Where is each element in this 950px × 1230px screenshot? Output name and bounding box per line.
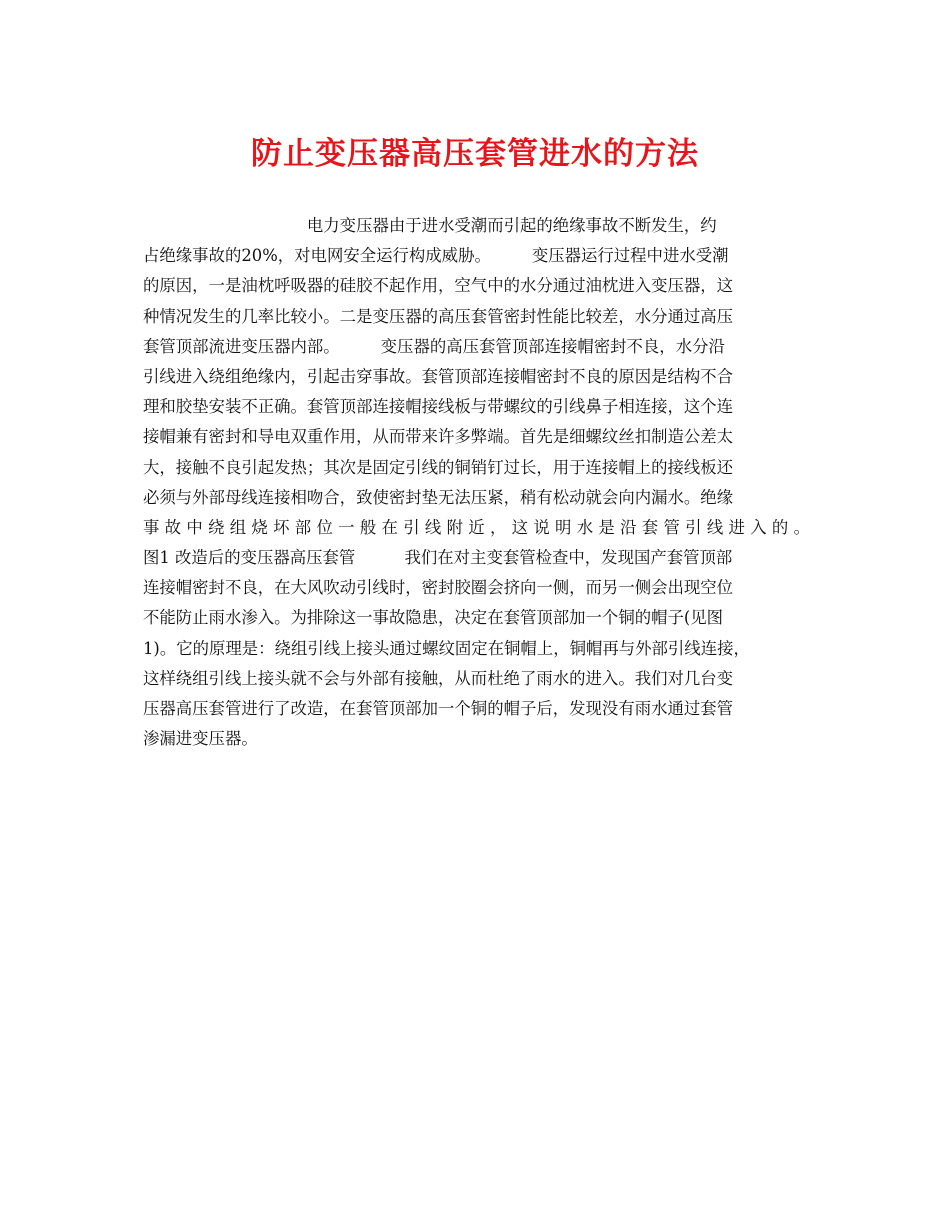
document-body: [143, 211, 810, 754]
body-line: 理和胶垫安装不正确。套管顶部连接帽接线板与带螺纹的引线鼻子相连接，这个连: [143, 397, 734, 417]
body-line: 必须与外部母线连接相吻合，致使密封垫无法压紧，稍有松动就会向内漏水。绝缘: [143, 487, 734, 507]
body-line: 事故中绕组烧坏部位一般在引线附近，这说明水是沿套管引线进入的。: [143, 517, 810, 537]
body-line: 这样绕组引线上接头就不会与外部有接触，从而杜绝了雨水的进入。我们对几台变: [143, 668, 734, 688]
body-line: 占绝缘事故的20%，对电网安全运行构成威胁。 变压器运行过程中进水受潮: [143, 246, 729, 266]
body-line: 渗漏进变压器。: [143, 729, 258, 749]
body-line: 电力变压器由于进水受潮而引起的绝缘事故不断发生，约: [143, 216, 717, 235]
body-line: 压器高压套管进行了改造，在套管顶部加一个铜的帽子后，发现没有雨水通过套管: [143, 699, 734, 718]
body-line: 图1 改造后的变压器高压套管 我们在对主变套管检查中，发现国产套管顶部: [143, 548, 733, 568]
body-line: 套管顶部流进变压器内部。 变压器的高压套管顶部连接帽密封不良，水分沿: [143, 336, 725, 356]
body-line: 的原因，一是油枕呼吸器的硅胶不起作用，空气中的水分通过油枕进入变压器，这: [143, 276, 734, 296]
body-line: 种情况发生的几率比较小。二是变压器的高压套管密封性能比较差，水分通过高压: [143, 306, 734, 326]
body-line: 1)。它的原理是：绕组引线上接头通过螺纹固定在铜帽上，铜帽再与外部引线连接，: [143, 638, 750, 658]
body-line: 连接帽密封不良，在大风吹动引线时，密封胶圈会挤向一侧，而另一侧会出现空位: [143, 578, 734, 598]
body-line: 不能防止雨水渗入。为排除这一事故隐患，决定在套管顶部加一个铜的帽子(见图: [143, 608, 724, 628]
body-line: 接帽兼有密封和导电双重作用，从而带来许多弊端。首先是细螺纹丝扣制造公差太: [143, 427, 734, 447]
body-line: 大，接触不良引起发热；其次是固定引线的铜销钉过长，用于连接帽上的接线板还: [143, 457, 734, 477]
document-title: 防止变压器高压套管进水的方法: [251, 136, 699, 172]
body-line: 引线进入绕组绝缘内，引起击穿事故。套管顶部连接帽密封不良的原因是结构不合: [143, 366, 734, 386]
